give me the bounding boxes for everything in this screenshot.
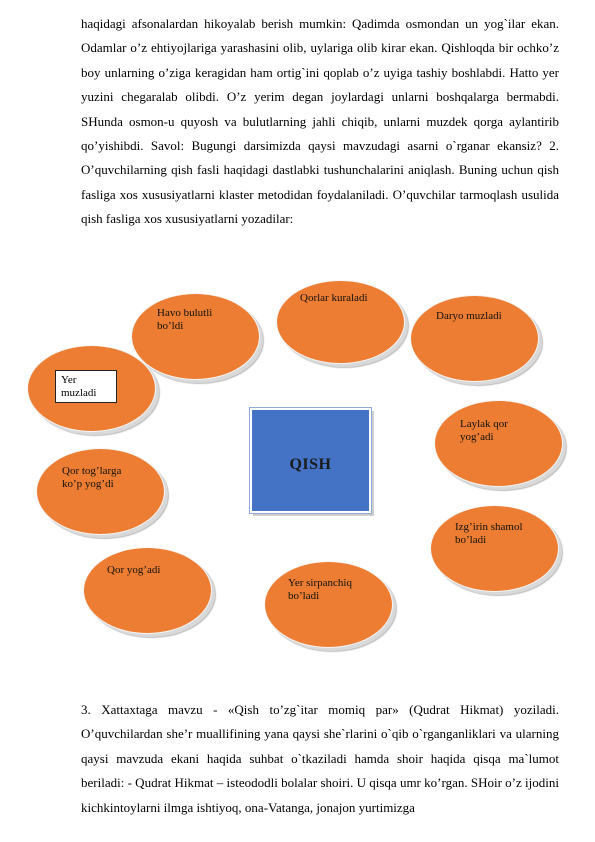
node-label-yer-muzladi: Yer muzladi	[55, 370, 117, 403]
node-label-daryo-muzladi: Daryo muzladi	[436, 310, 502, 322]
node-qor-yogadi	[83, 547, 212, 634]
node-label-laylak-qor: Laylak qor yog’adi	[460, 418, 508, 443]
paragraph-top: haqidagi afsonalardan hikoyalab berish mumkin: Qadimda osmondan un yog`ilar ekan. Odamlar o’z ehtiyojlariga yarashasini olib, uylariga olib kirar ekan. Qishloqda bir ochko’z boy unlarning o’ziga keragidan ham ortig`ini qoplab o’z uyiga tashiy boshlabdi. Hatto yer yuzini chegaralab olibdi. O’z yerim degan joylardagi unlarni boshqalarga bermabdi. SHunda osmon-u quyosh va bulutlarning jahli chiqib, unlarni muzdek qorga aylantirib qo’yishibdi. Savol: Bugungi darsimizda qaysi mavzudagi asarni o`rganar ekansiz? 2. O’quvchilarning qish fasli haqidagi dastlabki tushunchalarini aniqlash. Buning uchun qish fasliga xos xususiyatlarni klaster metodidan foydalaniladi. O’quvchilar tarmoqlash usulida qish fasliga xos xususiyatlarni yozadilar:	[81, 16, 559, 227]
node-label-qor-yogadi: Qor yog’adi	[107, 564, 161, 576]
node-izgirin-shamol	[430, 505, 559, 592]
node-qor-toglarga	[36, 448, 165, 535]
node-label-havo-bulutli: Havo bulutli bo’ldi	[157, 307, 213, 332]
node-label-qorlar-kuraladi: Qorlar kuraladi	[300, 292, 368, 304]
node-label-izgirin-shamol: Izg’irin shamol bo’ladi	[455, 521, 523, 546]
node-yer-sirpanchiq	[264, 561, 393, 648]
node-label-qor-toglarga: Qor tog’larga ko’p yog’di	[62, 465, 122, 490]
center-label: QISH	[289, 456, 332, 473]
node-laylak-qor	[434, 400, 563, 487]
node-daryo-muzladi	[410, 295, 539, 382]
node-label-yer-sirpanchiq: Yer sirpanchiq bo’ladi	[288, 577, 352, 602]
paragraph-bottom: 3. Xattaxtaga mavzu - «Qish to’zg`itar momiq par» (Qudrat Hikmat) yoziladi. O’quvchilardan she’r muallifining yana qaysi she`rlarini o`qib o`rganganliklari va ularning qaysi mavzuda ekani haqida suhbat o`tkaziladi hamda shoir haqida qisqa ma`lumot beriladi: - Qudrat Hikmat – isteododli bolalar shoiri. U qisqa umr ko’rgan. SHoir o’z ijodini kichkintoylarni ilmga ishtiyoq, ona-Vatanga, jonajon yurtimizga	[81, 702, 559, 815]
center-box-qish	[250, 408, 371, 513]
